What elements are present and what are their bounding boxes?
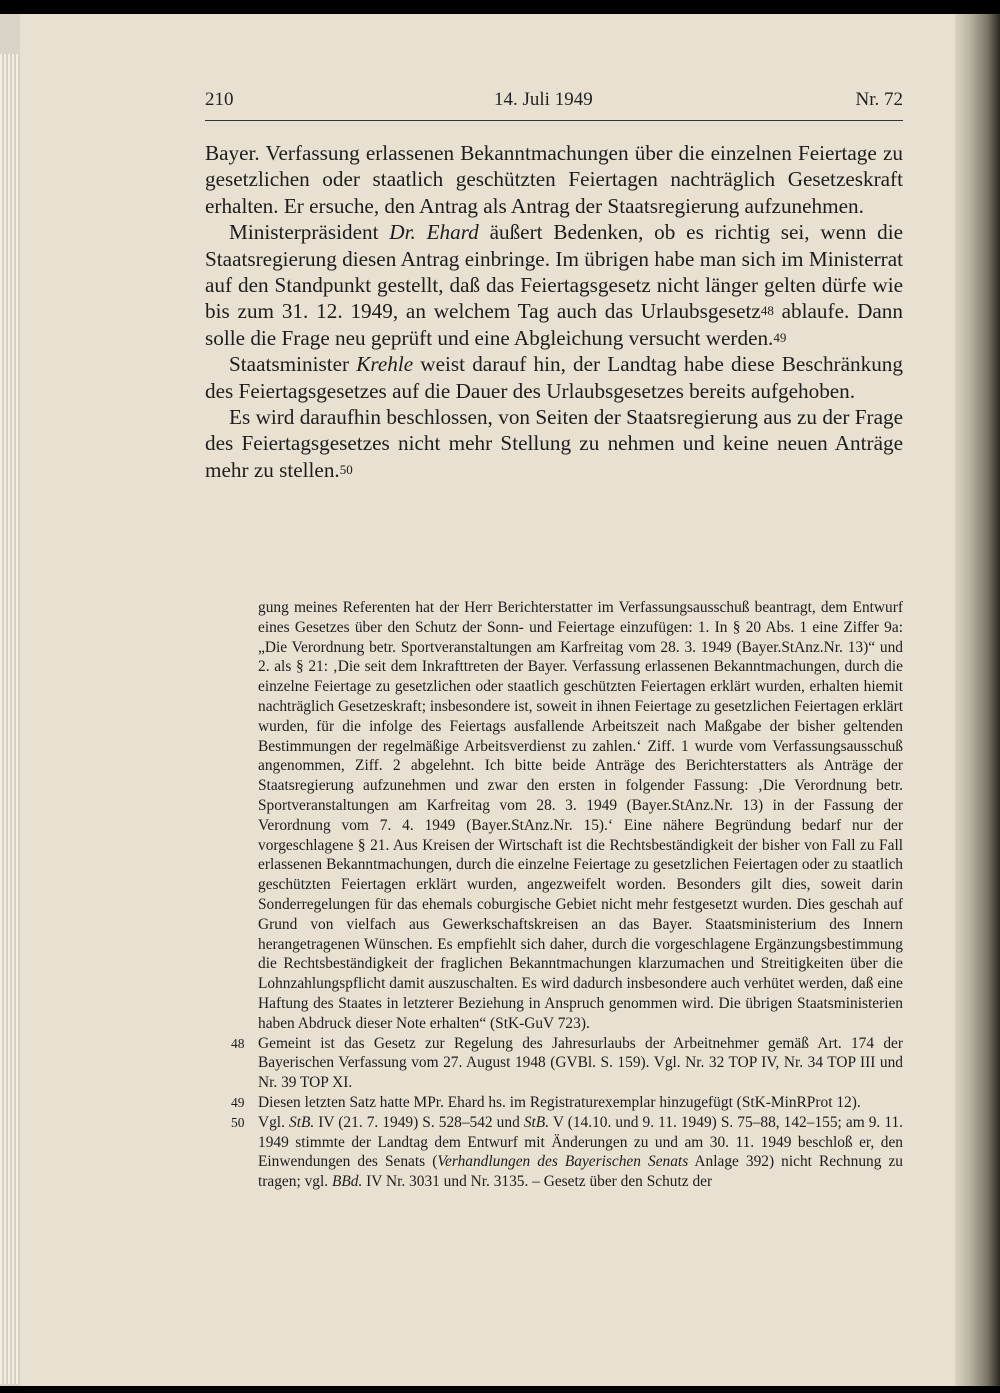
paragraph-3-text-b: weist darauf hin, der Landtag habe diese Beschränkung des Feiertagsgesetzes auf die Dauer des Urlaubsgesetzes bereits aufgehoben. (205, 352, 903, 403)
page-edges (0, 54, 20, 1384)
footnote-50-text-d: Anlage 392) nicht Rechnung zu tragen; vgl. (258, 1153, 903, 1191)
book-spine-shadow (950, 14, 1000, 1386)
footnote-50-text-c: V (14.10. und 9. 11. 1949) S. 75–88, 142–155; am 9. 11. 1949 stimmte der Landtag dem Entwurf mit Änderungen zu und am 30. 11. 1949 beschloß er, den Einwendungen des Senats ( (258, 1113, 903, 1171)
footnote-50-bbd: BBd. (331, 1173, 363, 1191)
paragraph-2-text-b: äußert Bedenken, ob es richtig sei, wenn die Staatsregierung diesen Antrag einbringe. Im übrigen habe man sich im Ministerrat auf den Standpunkt gestellt, daß das Feiertagsgesetz nicht länger gelten dürfe wie bis zum 31. 12. 1949, an welchem Tag auch das Urlaubsgesetz (205, 220, 903, 324)
footnote-ref-50: 50 (339, 461, 353, 477)
person-name-ehard: Dr. Ehard (389, 220, 479, 245)
footnote-50-text-b: IV (21. 7. 1949) S. 528–542 und (314, 1113, 524, 1131)
footnote-ref-48: 48 (760, 303, 774, 319)
page-number: 210 (205, 89, 234, 110)
running-header (205, 89, 903, 117)
header-rule (205, 120, 903, 121)
paragraph-3 (205, 351, 903, 404)
footnote-50-text-a: Vgl. (258, 1113, 289, 1131)
footnote-48 (231, 1034, 903, 1093)
person-name-krehle: Krehle (356, 352, 414, 377)
footnote-50-stb-2: StB. (523, 1113, 550, 1131)
footnote-50-number: 50 (231, 1114, 245, 1130)
footnote-49-text: Diesen letzten Satz hatte MPr. Ehard hs. im Registraturexemplar hinzugefügt (StK-MinRProt 12). (258, 1093, 861, 1111)
main-text (205, 140, 903, 483)
header-date: 14. Juli 1949 (494, 89, 593, 110)
paragraph-1: Bayer. Verfassung erlassenen Bekanntmachungen über die einzelnen Feiertage zu gesetzlichen oder staatlich geschützten Feiertagen nachträglich Gesetzeskraft erhalten. Er ersuche, den Antrag als Antrag der Staatsregierung aufzunehmen. (205, 141, 903, 218)
footnote-48-text: Gemeint ist das Gesetz zur Regelung des Jahresurlaubs der Arbeitnehmer gemäß Art. 174 der Bayerischen Verfassung vom 27. August 1948 (GVBl. S. 159). Vgl. Nr. 32 TOP IV, Nr. 34 TOP III und Nr. 39 TOP XI. (258, 1034, 903, 1092)
footnote-49-number: 49 (231, 1094, 245, 1110)
paragraph-4-text: Es wird daraufhin beschlossen, von Seiten der Staatsregierung aus zu der Frage des Feiertagsgesetzes nicht mehr Stellung zu nehmen und keine neuen Anträge mehr zu stellen. (205, 405, 903, 482)
paragraph-2-text-c: ablaufe. Dann solle die Frage neu geprüft und eine Abgleichung versucht werden. (205, 299, 903, 350)
footnote-48-number: 48 (231, 1035, 245, 1051)
paragraph-4 (205, 404, 903, 483)
paragraph-3-text-a: Staatsminister (229, 352, 357, 377)
footnote-50-stb-1: StB. (289, 1113, 315, 1131)
footnote-ref-49: 49 (773, 329, 787, 345)
footnote-50-text-e: IV Nr. 3031 und Nr. 3135. – Gesetz über den Schutz der (362, 1173, 713, 1191)
footnote-50 (231, 1113, 903, 1192)
footnotes (231, 598, 903, 1192)
paragraph-2-text-a: Ministerpräsident (229, 220, 390, 245)
footnote-continuation: gung meines Referenten hat der Herr Berichterstatter im Verfassungsausschuß beantragt, dem Entwurf eines Gesetzes über den Schutz der Sonn- und Feiertage einzufügen: 1. In § 20 Abs. 1 eine Ziffer 9a: „Die Verordnung betr. Sportveranstaltungen am Karfreitag vom 28. 3. 1949 (Bayer.StAnz.Nr. 13)“ und 2. als § 21: ‚Die seit dem Inkrafttreten der Bayer. Verfassung erlassenen Bekanntmachungen, durch die einzelne Feiertage zu gesetzlichen oder staatlich geschützten Feiertagen erklärt wurden, erhalten hiemit nachträglich Gesetzeskraft; insbesondere ist, soweit in ihnen Feiertage zu gesetzlichen Feiertagen erklärt wurden, für die infolge des Feiertags ausfallende Arbeitszeit nach Maßgabe der bisher geltenden Bestimmungen der regelmäßige Arbeitsverdienst zu zahlen.‘ Ziff. 1 wurde vom Verfassungsausschuß angenommen, Ziff. 2 abgelehnt. Ich bitte beide Anträge des Berichterstatters als Anträge der Staatsregierung aufzunehmen und zwar den ersten in folgender Fassung: ‚Die Verordnung betr. Sportveranstaltungen am Karfreitag vom 28. 3. 1949 (Bayer.StAnz.Nr. 13) in der Fassung der Verordnung vom 7. 4. 1949 (Bayer.StAnz.Nr. 15).‘ Eine nähere Begründung bedarf nur der vorgeschlagene § 21. Aus Kreisen der Wirtschaft ist die Rechtsbeständigkeit der bisher von Fall zu Fall erlassenen Bekanntmachungen, durch die einzelne Feiertage zu gesetzlichen Feiertagen oder zu staatlich geschützten Feiertagen erklärt wurden, angezweifelt worden. Besonders gilt dies, soweit darin Sonderregelungen für das ehemals coburgische Gebiet nicht mehr festgesetzt wurden. Dies geschah auf Grund von vielfach aus Gewerkschaftskreisen an das Bayer. Staatsministerium des Innern herangetragenen Wünschen. Es empfiehlt sich daher, durch die vorgeschlagene Ergänzungsbestimmung die Rechtsbeständigkeit der fraglichen Bekanntmachungen klarzumachen und Streitigkeiten über die Lohnzahlungspflicht damit auszuschalten. Es wird dadurch insbesondere auch verhütet werden, daß eine Haftung des Staates in letzterer Beziehung in Anspruch genommen wird. Die übrigen Staatsministerien haben Abdruck dieser Note erhalten“ (StK-GuV 723). (258, 599, 903, 1032)
footnote-50-senate-title: Verhandlungen des Bayerischen Senats (437, 1153, 689, 1171)
footnote-49 (231, 1093, 903, 1113)
document-number: Nr. 72 (855, 89, 903, 110)
paragraph-2 (205, 219, 903, 351)
